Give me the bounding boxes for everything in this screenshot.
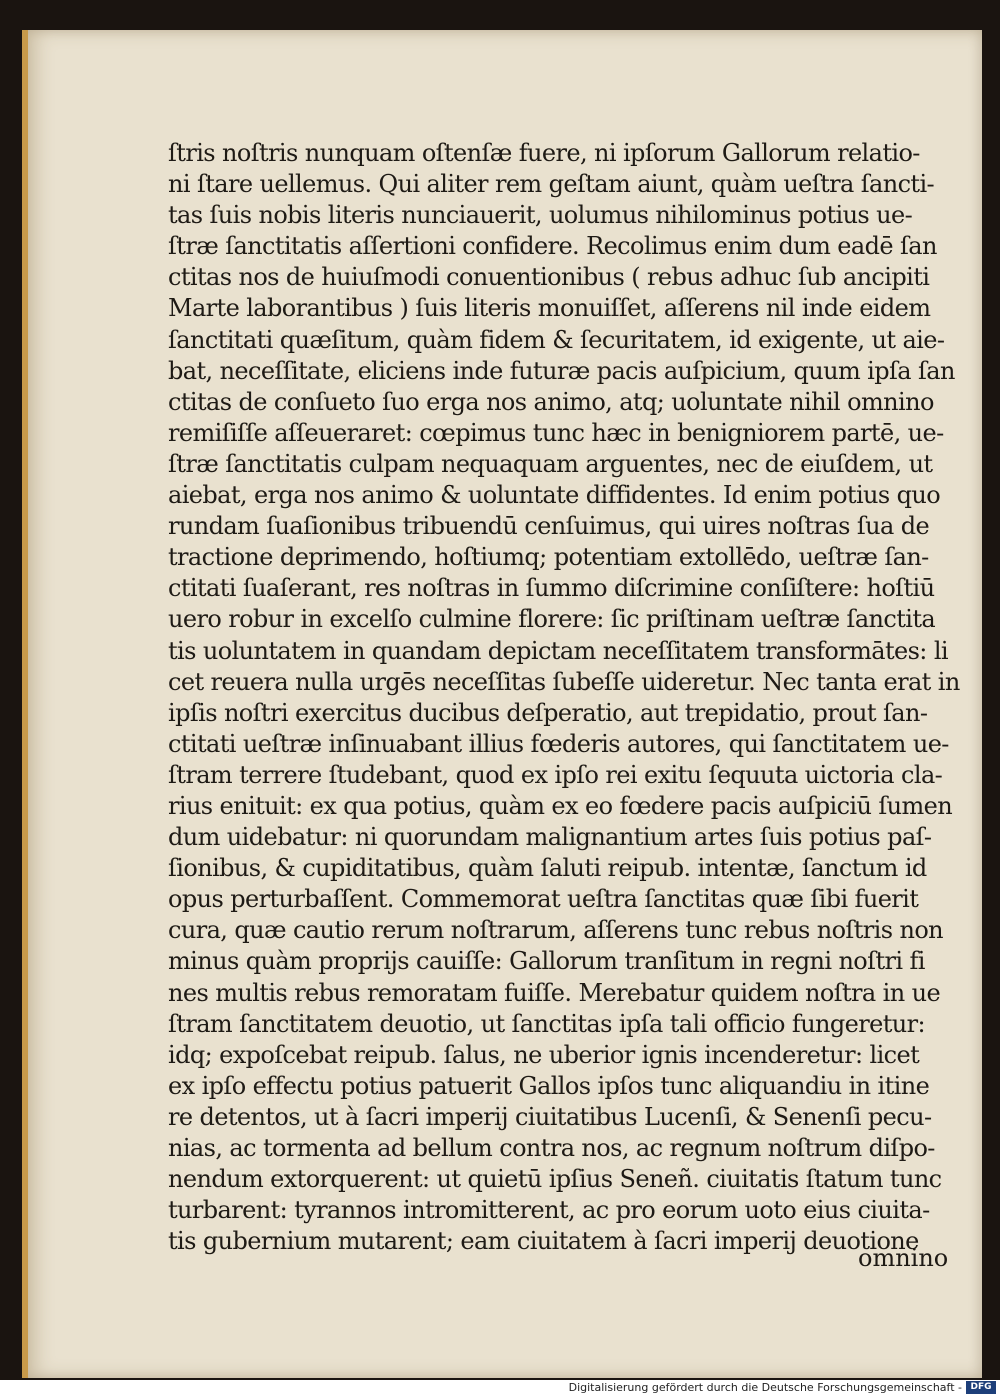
funding-notice: Digitalisierung gefördert durch die Deutsche Forschungsgemeinschaft -	[568, 1381, 962, 1394]
text-line: ſtris noſtris nunquam oſtenſæ fuere, ni ipſorum Gallorum relatio-	[168, 139, 920, 167]
text-line: ſionibus, & cupiditatibus, quàm ſaluti reipub. intentæ, ſanctum id	[168, 854, 927, 883]
footer-bar	[0, 1380, 1000, 1396]
catchword: omnino	[858, 1244, 949, 1272]
text-line: opus perturbaſſent. Commemorat ueſtra ſanctitas quæ ſibi fuerit	[168, 885, 919, 914]
text-line: ſtræ ſanctitatis culpam nequaquam arguentes, nec de eiuſdem, ut	[168, 449, 933, 478]
text-line: nendum extorquerent: ut quietū ipſius Seneñ. ciuitatis ſtatum tunc	[168, 1165, 942, 1194]
text-line: rundam ſuaſionibus tribuendū cenſuimus, qui uires noſtras ſua de	[168, 512, 930, 541]
text-line: ctitas de conſueto ſuo erga nos animo, atq; uoluntate nihil omnino	[168, 387, 934, 416]
text-line: tractione deprimendo, hoſtiumq; potentiam extollēdo, ueſtræ ſan-	[168, 543, 929, 572]
text-line: nes multis rebus remoratam fuiſſe. Merebatur quidem noſtra in ue	[168, 978, 941, 1007]
body-text	[168, 138, 980, 1257]
text-line: cura, quæ cautio rerum noſtrarum, aſſerens tunc rebus noſtris non	[168, 916, 944, 945]
book-page	[22, 30, 982, 1378]
text-line: idq; expoſcebat reipub. ſalus, ne uberior ignis incenderetur: licet	[168, 1040, 920, 1069]
text-line: nias, ac tormenta ad bellum contra nos, ac regnum noſtrum diſpo-	[168, 1134, 935, 1162]
text-line: uero robur in excelſo culmine florere: ſic priſtinam ueſtræ ſanctita	[168, 605, 936, 634]
text-line: dum uidebatur: ni quorundam malignantium artes ſuis potius paſ-	[168, 823, 932, 852]
text-line: Marte laborantibus ) ſuis literis monuiſſet, aſſerens nil inde eidem	[168, 294, 931, 323]
text-line: bat, neceſſitate, eliciens inde futuræ pacis auſpicium, quum ipſa ſan	[168, 356, 955, 385]
text-line: ſtræ ſanctitatis aſſertioni confidere. Recolimus enim dum eadē ſan	[168, 232, 937, 261]
text-line: minus quàm proprijs cauiſſe: Gallorum tranſitum in regni noſtri fi	[168, 947, 925, 976]
text-line: turbarent: tyrannos intromitterent, ac pro eorum uoto eius ciuita-	[168, 1196, 930, 1225]
text-line: ctitati ueſtræ inſinuabant illius fœderis autores, qui ſanctitatem ue-	[168, 729, 949, 758]
text-line: ſtram ſanctitatem deuotio, ut ſanctitas ipſa tali officio fungeretur:	[168, 1009, 926, 1038]
text-line: ipſis noſtri exercitus ducibus deſperatio, aut trepidatio, prout ſan-	[168, 698, 928, 727]
text-line: ſtram terrere ſtudebant, quod ex ipſo rei exitu ſequuta uictoria cla-	[168, 760, 943, 789]
text-line: rius enituit: ex qua potius, quàm ex eo fœdere pacis auſpiciū ſumen	[168, 791, 953, 820]
text-line: ex ipſo effectu potius patuerit Gallos ipſos tunc aliquandiu in itine	[168, 1071, 930, 1100]
text-line: ctitati ſuaſerant, res noſtras in ſummo diſcrimine conſiſtere: hoſtiū	[168, 574, 935, 603]
text-line: cet reuera nulla urgēs neceſſitas ſubeſſe uideretur. Nec tanta erat in	[168, 667, 960, 696]
text-line: tas ſuis nobis literis nunciauerit, uolumus nihilominus potius ue-	[168, 201, 913, 230]
text-line: ni ſtare uellemus. Qui aliter rem geſtam aiunt, quàm ueſtra ſancti-	[168, 170, 935, 199]
text-line: tis gubernium mutarent; eam ciuitatem à ſacri imperij deuotione	[168, 1227, 919, 1256]
dfg-logo-icon: DFG	[966, 1381, 996, 1394]
text-line: tis uoluntatem in quandam depictam neceſſitatem transformātes: li	[168, 636, 948, 665]
text-line: aiebat, erga nos animo & uoluntate diffidentes. Id enim potius quo	[168, 481, 941, 510]
text-line: re detentos, ut à ſacri imperij ciuitatibus Lucenſi, & Senenſi pecu-	[168, 1102, 932, 1131]
text-line: ſanctitati quæſitum, quàm fidem & ſecuritatem, id exigente, ut aie-	[168, 325, 945, 354]
text-line: remiſiſſe aſſeueraret: cœpimus tunc hæc in benigniorem partē, ue-	[168, 418, 944, 447]
text-line: ctitas nos de huiuſmodi conuentionibus ( rebus adhuc ſub ancipiti	[168, 263, 930, 292]
